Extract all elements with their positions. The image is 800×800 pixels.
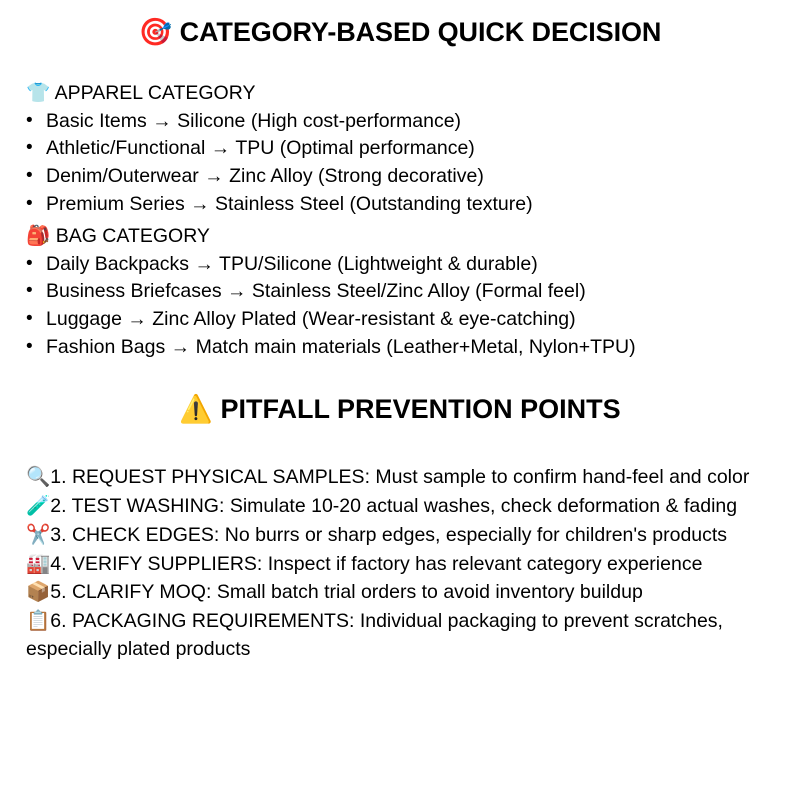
section-apparel [0, 79, 800, 107]
pitfall-point-label: CHECK EDGES: [71, 523, 220, 546]
pitfall-point [26, 463, 766, 492]
pitfall-point-number: 3. [50, 523, 67, 546]
list-item: • Daily Backpacks → TPU/Silicone (Lightweight & durable) [26, 251, 800, 279]
pitfall-points [0, 429, 800, 664]
list-bag [0, 251, 800, 362]
pitfall-point-label: TEST WASHING: [71, 494, 225, 517]
list-item: • Athletic/Functional → TPU (Optimal performance) [26, 135, 800, 163]
test-tube-icon: 🧪 [26, 493, 51, 517]
pitfall-point [26, 521, 766, 550]
target-icon: 🎯 [138, 17, 173, 48]
pitfall-point-number: 2. [50, 494, 67, 517]
pitfall-point-number: 4. [50, 552, 67, 575]
warning-icon: ⚠️ [179, 394, 214, 426]
pitfall-point-label: REQUEST PHYSICAL SAMPLES: [71, 465, 370, 488]
tshirt-icon: 👕 [26, 81, 51, 105]
page-title [0, 0, 800, 51]
pitfall-point-number: 1. [50, 465, 67, 488]
package-icon: 📦 [26, 580, 51, 604]
factory-icon: 🏭 [26, 551, 51, 575]
pitfall-point [26, 607, 766, 664]
pitfall-point-text: Simulate 10-20 actual washes, check deformation & fading [229, 494, 738, 517]
section-bag [0, 222, 800, 250]
list-item: • Business Briefcases → Stainless Steel/Zinc Alloy (Formal feel) [26, 278, 800, 306]
pitfall-point-number: 6. [50, 610, 67, 633]
pitfall-point [26, 550, 766, 579]
page-title-text: CATEGORY-BASED QUICK DECISION [179, 17, 662, 47]
clipboard-icon: 📋 [26, 609, 51, 633]
pitfall-point-text: Individual packaging to prevent scratches, especially plated products [26, 610, 723, 661]
section-heading-apparel-text: APPAREL CATEGORY [54, 82, 256, 105]
list-item: • Fashion Bags → Match main materials (Leather+Metal, Nylon+TPU) [26, 334, 800, 362]
list-item: • Denim/Outerwear → Zinc Alloy (Strong decorative) [26, 163, 800, 191]
pitfall-point [26, 492, 766, 521]
backpack-icon: 🎒 [26, 224, 51, 248]
pitfall-point [26, 578, 766, 607]
pitfall-point-label: PACKAGING REQUIREMENTS: [71, 610, 355, 633]
section-heading-bag-text: BAG CATEGORY [55, 225, 210, 248]
list-item: • Premium Series → Stainless Steel (Outstanding texture) [26, 191, 800, 219]
scissors-icon: ✂️ [26, 522, 51, 546]
list-apparel [0, 108, 800, 219]
pitfall-point-text: Inspect if factory has relevant category experience [267, 552, 703, 575]
pitfall-title [0, 361, 800, 428]
section-heading-bag [26, 222, 800, 250]
pitfall-point-text: Small batch trial orders to avoid inventory buildup [216, 581, 643, 604]
pitfall-point-label: CLARIFY MOQ: [71, 581, 212, 604]
list-item: • Basic Items → Silicone (High cost-performance) [26, 108, 800, 136]
pitfall-point-text: No burrs or sharp edges, especially for children's products [224, 523, 728, 546]
magnifier-icon: 🔍 [26, 464, 51, 488]
list-item: • Luggage → Zinc Alloy Plated (Wear-resistant & eye-catching) [26, 306, 800, 334]
pitfall-point-number: 5. [50, 581, 67, 604]
section-heading-apparel [26, 79, 800, 107]
pitfall-point-text: Must sample to confirm hand-feel and color [375, 465, 750, 488]
pitfall-point-label: VERIFY SUPPLIERS: [71, 552, 263, 575]
pitfall-title-text: PITFALL PREVENTION POINTS [220, 394, 621, 425]
